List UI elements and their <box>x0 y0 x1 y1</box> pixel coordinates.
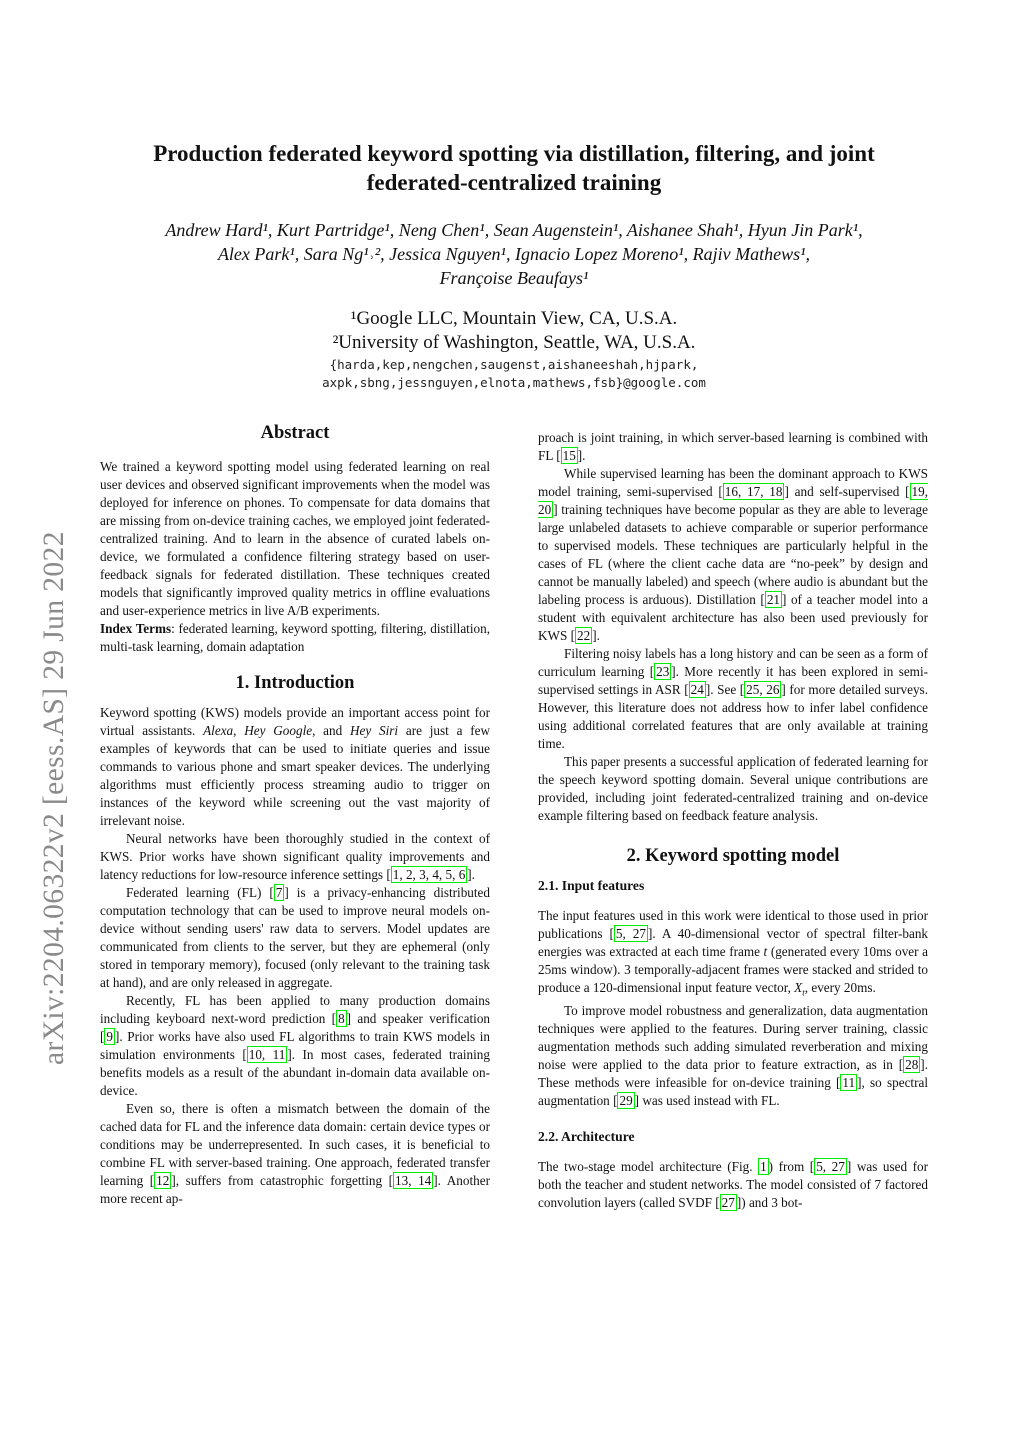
input-features-paragraph-1: The input features used in this work were identical to those used in prior publications [ 5, 27 ]. A 40-dimensional vector of spectral filter-bank energies was extracted at each time frame t (generated every 10ms over a 25ms window). 3 temporally-adjacent frames were stacked and strided to produce a 120-dimensional input feature vector, $X_t$, every 20ms. <box>538 908 929 998</box>
right-column <box>538 429 928 1212</box>
architecture-paragraph: The two-stage model architecture (Fig. 1 ) from [ 5, 27 ] was used for both the teacher and student networks. The model consisted of 7 factored convolution layers (called SVDF [ 27 ]) and 3 bot- <box>538 1158 929 1210</box>
citation-link[interactable]: 15 <box>562 448 576 463</box>
introduction-heading: 1. Introduction <box>235 673 355 693</box>
index-terms-label: Index Terms <box>100 621 172 636</box>
intro-paragraph-2: Neural networks have been thoroughly studied in the context of KWS. Prior works have shown significant quality improvements and latency reductions for low-resource inference settings [ 1, 2, 3, 4, 5, 6 ]. <box>100 831 490 882</box>
intro-paragraph-5: Even so, there is often a mismatch between the domain of the cached data for FL and the inference data domain: certain device types or conditions may be underrepresented. In such cases, it is beneficial to combine FL with server-based training. One approach, federated transfer learning [ 12 ], suffers from catastrophic forgetting [ 13, 14 ]. Another more recent ap- <box>100 1101 490 1206</box>
citation-link[interactable]: 8 <box>338 1011 345 1026</box>
citation-link[interactable]: 28 <box>905 1056 919 1072</box>
citation-link[interactable]: 5, 27 <box>816 1158 845 1174</box>
subsection-2-2-heading: 2.2. Architecture <box>538 1128 635 1144</box>
subsection-2-1-heading: 2.1. Input features <box>538 878 645 893</box>
email-line-1: {harda,kep,nengchen,saugenst,aishaneeshah,hjpark, <box>329 357 699 372</box>
citation-link[interactable]: 23 <box>656 664 670 679</box>
index-terms <box>100 620 490 656</box>
citation-link[interactable]: 25, 26 <box>746 682 780 697</box>
input-features-paragraph-2: To improve model robustness and generalization, data augmentation techniques were applied to the features. During server training, classic augmentation methods such adding simulated reverberation and mixing noise were applied to the data prior to feature extraction, as in [ 28 ]. These methods were infeasible for on-device training [ 11 ], so spectral augmentation [ 29 ] was used instead with FL. <box>538 1002 928 1108</box>
citation-link[interactable]: 27 <box>721 1194 735 1210</box>
index-terms-list: : federated learning, keyword spotting, filtering, distillation, multi-task learning, domain adaptation <box>100 621 490 654</box>
intro-paragraph-9: This paper presents a successful application of federated learning for the speech keyword spotting domain. Several unique contributions are provided, including joint federated-centralized training and on-device example filtering based on feedback feature analysis. <box>538 754 928 823</box>
citation-link[interactable]: 21 <box>766 592 780 607</box>
intro-paragraph-7: While supervised learning has been the dominant approach to KWS model training, semi-supervised [ 16, 17, 18 ] and self-supervised [ 19, 20 ] training techniques have become popular as they are able to leverage large unlabeled datasets to achieve comparable or superior performance to supervised models. These techniques are particularly helpful in the cases of FL (where the client cache data are “no-peek” by design and cannot be manually labeled) and speech (where audio is abundant but the labeling process is arduous). Distillation [ 21 ] of a teacher model into a student with equivalent architecture has also been used previously for KWS [ 22 ]. <box>538 466 928 643</box>
citation-link[interactable]: 11 <box>842 1074 856 1090</box>
citation-link[interactable]: 22 <box>577 628 591 643</box>
section-2-heading: 2. Keyword spotting model <box>626 846 840 866</box>
citation-link[interactable]: 19, 20 <box>538 484 928 517</box>
abstract-heading: Abstract <box>260 423 330 443</box>
authors-line-3: Françoise Beaufays¹ <box>439 268 589 288</box>
authors-line-1: Andrew Hard¹, Kurt Partridge¹, Neng Chen¹, Sean Augenstein¹, Aishanee Shah¹, Hyun Jin Park¹, <box>165 220 863 240</box>
affiliation-google: ¹Google LLC, Mountain View, CA, U.S.A. <box>350 308 678 329</box>
citation-link[interactable]: 5, 27 <box>615 926 646 941</box>
citation-link[interactable]: 29 <box>619 1092 633 1108</box>
intro-paragraph-4: Recently, FL has been applied to many production domains including keyboard next-word prediction [ 8 ] and speaker verification [ 9 ]. Prior works have also used FL algorithms to train KWS models in simulation environments [ 10, 11 ]. In most cases, federated training benefits models as a result of the abundant in-domain data available on-device. <box>100 993 491 1098</box>
intro-paragraph-1: Keyword spotting (KWS) models provide an important access point for virtual assistants. Alexa, Hey Google, and Hey Siri are just a few examples of keywords that can be used to initiate queries and issue commands to various phone and smart speaker devices. The underlying algorithms must efficiently process streaming audio to trigger on instances of the keyword while screening out the vast majority of irrelevant noise. <box>100 705 491 828</box>
citation-link[interactable]: 7 <box>275 885 283 900</box>
citation-link[interactable]: 1, 2, 3, 4, 5, 6 <box>392 867 466 882</box>
citation-link[interactable]: 9 <box>106 1029 113 1044</box>
citation-link[interactable]: 12 <box>156 1173 170 1188</box>
affiliations <box>100 307 928 355</box>
authors-line-2: Alex Park¹, Sara Ng¹˒², Jessica Nguyen¹, Ignacio Lopez Moreno¹, Rajiv Mathews¹, <box>217 244 811 264</box>
citation-link[interactable]: 10, 11 <box>248 1047 286 1062</box>
title-line-1: Production federated keyword spotting via distillation, filtering, and joint <box>153 141 875 166</box>
intro-paragraph-6: proach is joint training, in which server-based learning is combined with FL [ 15 ]. <box>538 430 928 463</box>
affiliation-uw: ²University of Washington, Seattle, WA, U.S.A. <box>332 332 696 353</box>
intro-paragraph-8: Filtering noisy labels has a long history and can be seen as a form of curriculum learning [ 23 ]. More recently it has been explored in semi-supervised settings in ASR [ 24 ]. See [ 25, 26 ] for more detailed surveys. However, this literature does not address how to infer label confidence using additional correlated features that are only available at training time. <box>538 646 928 751</box>
abstract-text: We trained a keyword spotting model using federated learning on real user devices and observed significant improvements when the model was deployed for inference on phones. To compensate for data domains that are missing from on-device training caches, we employed joint federated-centralized training. And to learn in the absence of curated labels on-device, we formulated a confidence filtering strategy based on user-feedback signals for federated distillation. These techniques created models that significantly improved quality metrics in offline evaluations and user-experience metrics in live A/B experiments. <box>100 459 490 618</box>
left-column <box>100 422 490 1208</box>
title-line-2: federated-centralized training <box>366 170 662 195</box>
paper-title <box>100 139 928 197</box>
author-list <box>80 218 948 290</box>
figure-link[interactable]: 1 <box>760 1158 767 1174</box>
author-emails <box>100 356 928 392</box>
citation-link[interactable]: 24 <box>690 682 704 697</box>
citation-link[interactable]: 13, 14 <box>395 1173 432 1188</box>
intro-paragraph-3: Federated learning (FL) [ 7 ] is a privacy-enhancing distributed computation technology that can be used to improve neural models on-device without sending users' raw data to servers. Model updates are communicated from clients to the server, but they are ephemeral (only stored in temporary memory), focused (only relevant to the training task at hand), and are only released in aggregate. <box>100 885 491 990</box>
citation-link[interactable]: 16, 17, 18 <box>724 484 783 499</box>
arxiv-identifier: arXiv:2204.06322v2 [eess.AS] 29 Jun 2022 <box>38 531 70 1065</box>
email-line-2: axpk,sbng,jessnguyen,elnota,mathews,fsb}@google.com <box>322 375 706 390</box>
